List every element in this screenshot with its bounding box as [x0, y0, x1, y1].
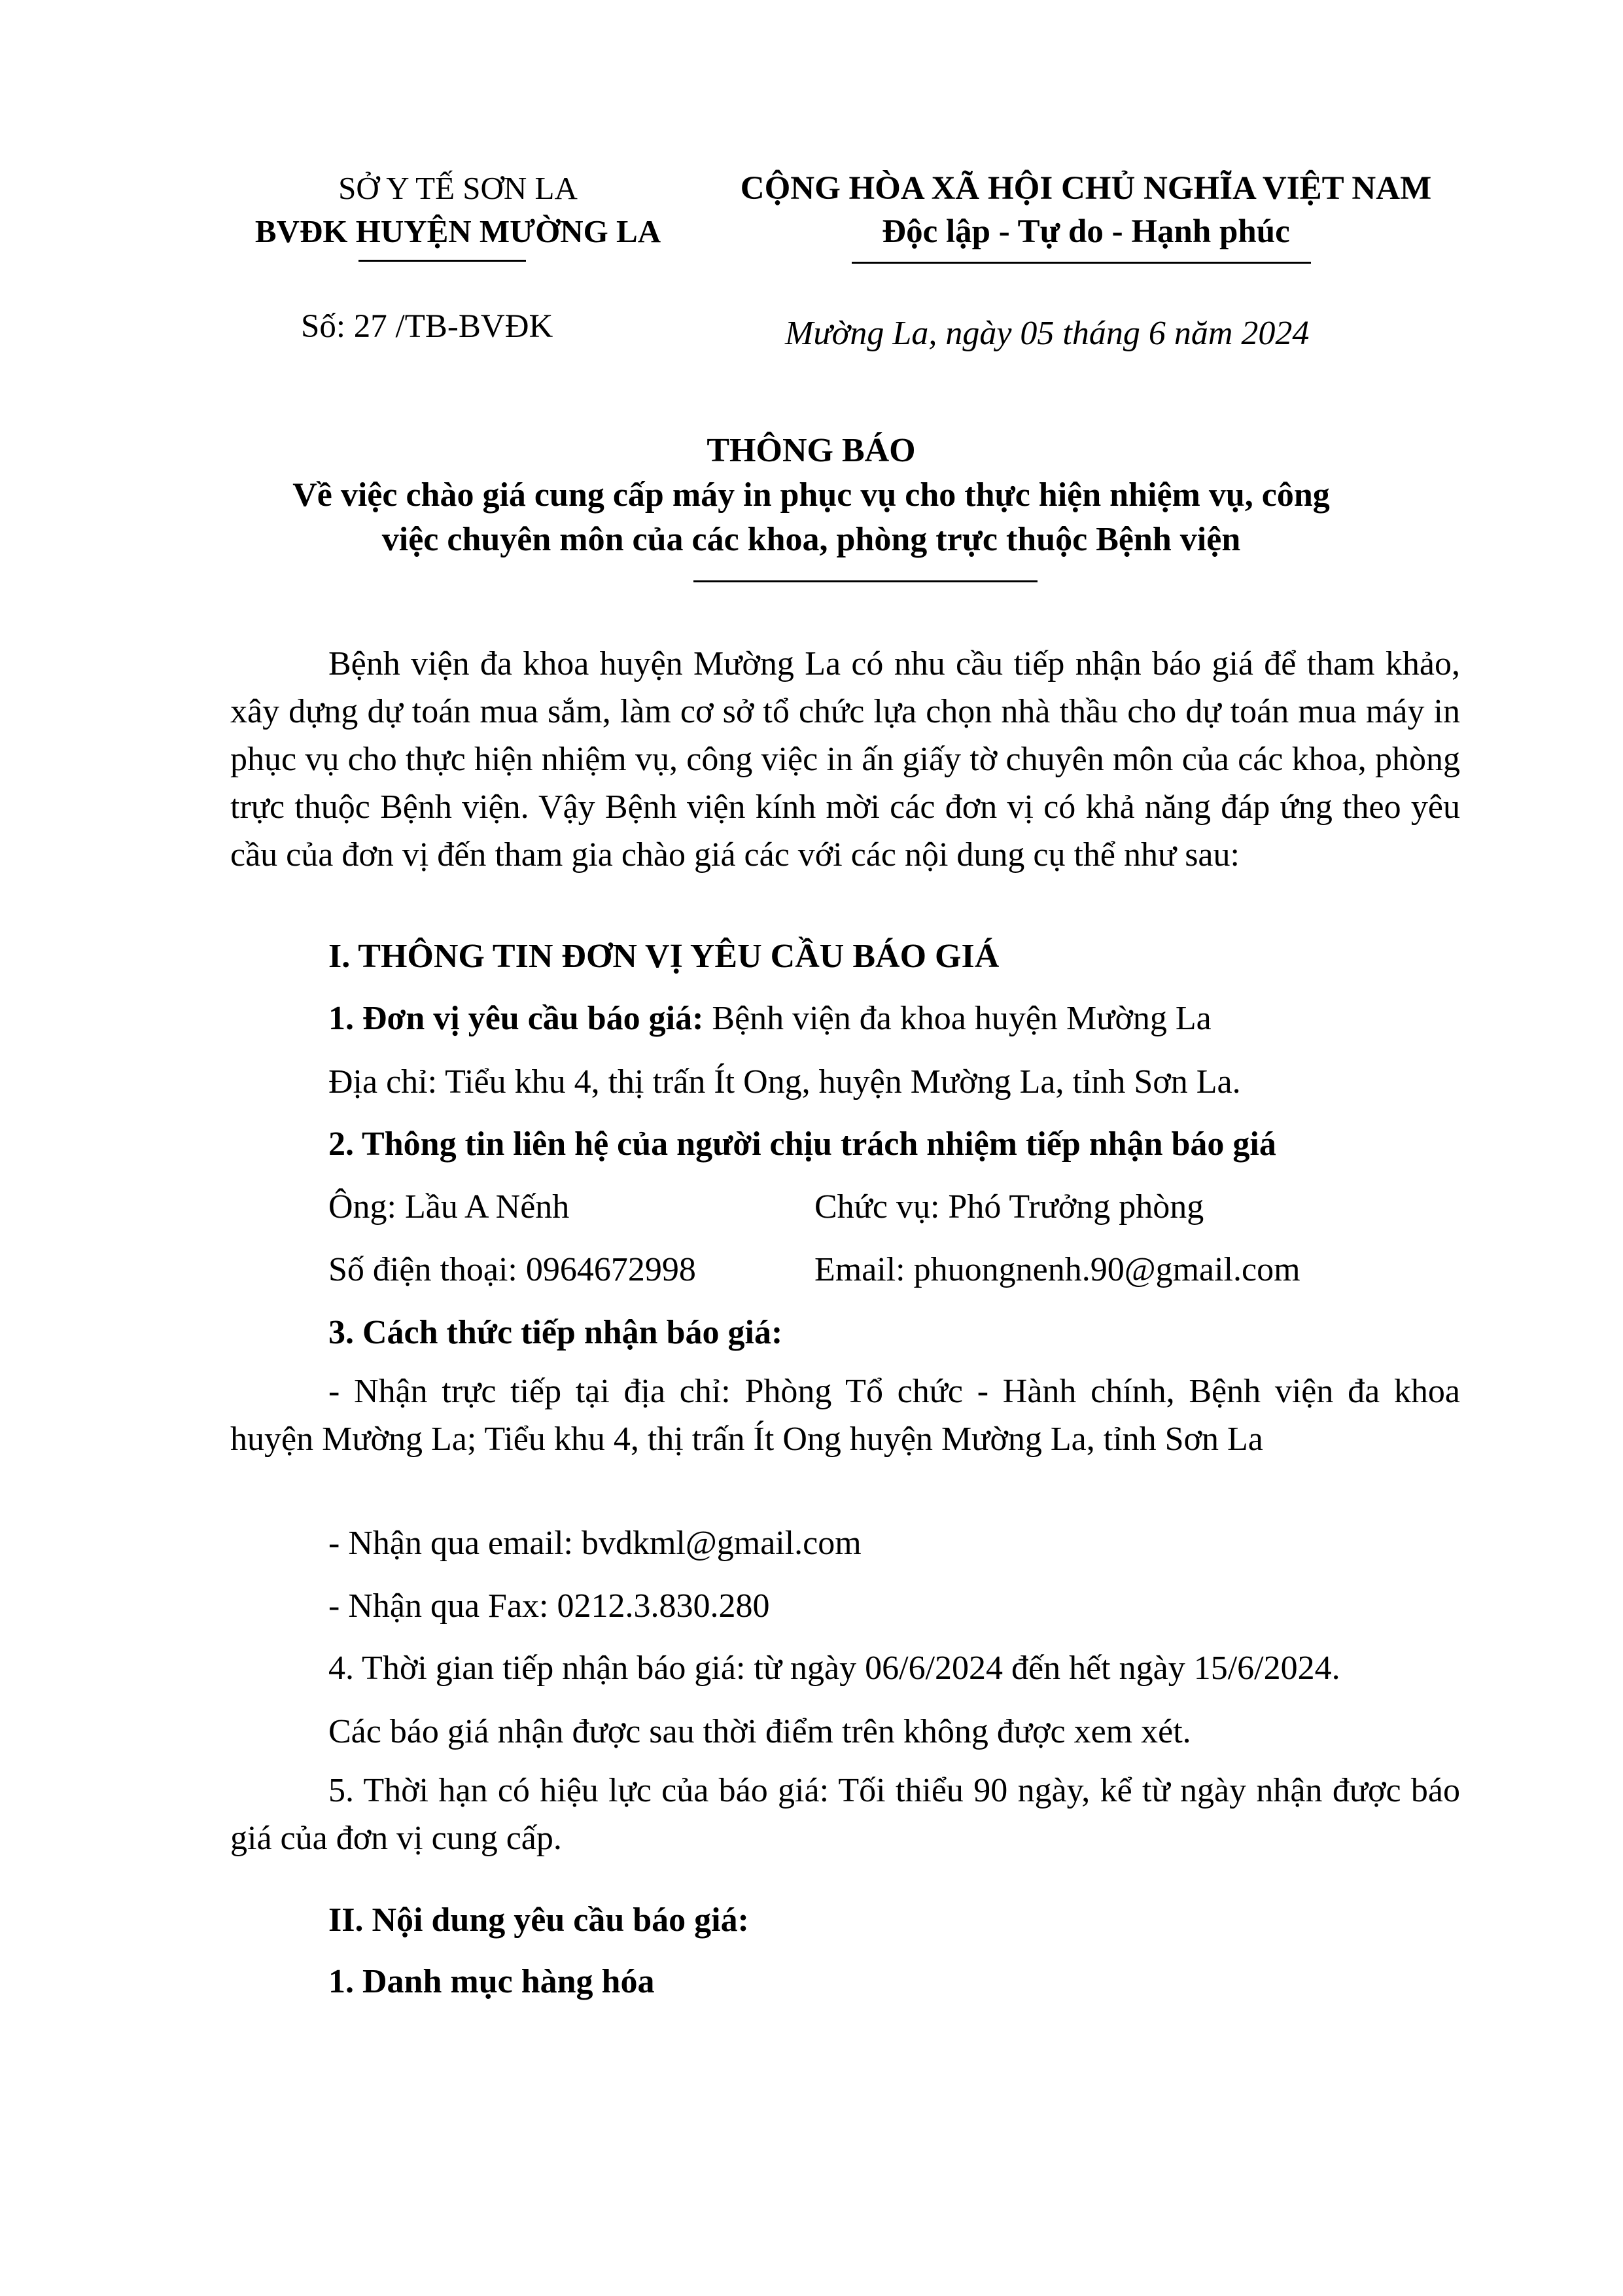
document-title-block	[216, 429, 1406, 562]
receive-fax: - Nhận qua Fax: 0212.3.830.280	[328, 1587, 770, 1625]
intro-paragraph: Bệnh viện đa khoa huyện Mường La có nhu cầu tiếp nhận báo giá để tham khảo, xây dựng dự toán mua sắm, làm cơ sở tổ chức lựa chọn nhà thầu cho dự toán mua máy in phục vụ cho thực hiện nhiệm vụ, công việc in ấn giấy tờ chuyên môn của các khoa, phòng trực thuộc Bệnh viện. Vậy Bệnh viện kính mời các đơn vị có khả năng đáp ứng theo yêu cầu của đơn vị đến tham gia chào giá các với các nội dung cụ thể như sau:	[230, 645, 1460, 874]
receive-period: 4. Thời gian tiếp nhận báo giá: từ ngày 06/6/2024 đến hết ngày 15/6/2024.	[328, 1650, 1340, 1687]
unit-address: Địa chỉ: Tiểu khu 4, thị trấn Ít Ong, huyện Mường La, tỉnh Sơn La.	[328, 1063, 1241, 1101]
receive-period-note: Các báo giá nhận được sau thời điểm trên không được xem xét.	[328, 1713, 1191, 1750]
document-subject-line-2: việc chuyên môn của các khoa, phòng trực thuộc Bệnh viện	[381, 521, 1241, 558]
unit-name: BVĐK HUYỆN MƯỜNG LA	[254, 213, 661, 249]
section-1-heading: I. THÔNG TIN ĐƠN VỊ YÊU CẦU BÁO GIÁ	[328, 938, 1000, 975]
document-number: Số: 27 /TB-BVĐK	[301, 308, 553, 345]
contact-position: Chức vụ: Phó Trưởng phòng	[814, 1188, 1204, 1226]
receive-method-heading: 3. Cách thức tiếp nhận báo giá:	[328, 1314, 783, 1351]
document-date: Mường La, ngày 05 tháng 6 năm 2024	[785, 315, 1310, 352]
agency-name: SỞ Y TẾ SƠN LA	[338, 170, 578, 206]
issuing-agency-block	[222, 167, 693, 253]
document-subject-line-1: Về việc chào giá cung cấp máy in phục vụ cho thực hiện nhiệm vụ, công	[292, 476, 1330, 514]
contact-heading: 2. Thông tin liên hệ của người chịu trách nhiệm tiếp nhận báo giá	[328, 1125, 1276, 1163]
motto-underline	[852, 262, 1311, 264]
title-underline	[693, 580, 1038, 582]
requesting-unit-value: Bệnh viện đa khoa huyện Mường La	[703, 1000, 1212, 1037]
requesting-unit	[328, 995, 1212, 1042]
section-2-heading: II. Nội dung yêu cầu báo giá:	[328, 1901, 749, 1939]
contact-name: Ông: Lầu A Nếnh	[328, 1188, 570, 1226]
national-header-block	[707, 167, 1465, 253]
nation-name: CỘNG HÒA XÃ HỘI CHỦ NGHĨA VIỆT NAM	[740, 170, 1432, 207]
document-heading: THÔNG BÁO	[707, 432, 916, 469]
goods-list-heading: 1. Danh mục hàng hóa	[328, 1963, 655, 2000]
contact-email: Email: phuongnenh.90@gmail.com	[814, 1251, 1300, 1288]
quote-validity: 5. Thời hạn có hiệu lực của báo giá: Tối thiểu 90 ngày, kể từ ngày nhận được báo giá của đơn vị cung cấp.	[230, 1772, 1460, 1857]
contact-phone: Số điện thoại: 0964672998	[328, 1251, 696, 1288]
requesting-unit-label: 1. Đơn vị yêu cầu báo giá:	[328, 1000, 704, 1037]
national-motto: Độc lập - Tự do - Hạnh phúc	[882, 213, 1290, 250]
receive-direct: - Nhận trực tiếp tại địa chỉ: Phòng Tổ chức - Hành chính, Bệnh viện đa khoa huyện Mường La; Tiểu khu 4, thị trấn Ít Ong huyện Mường La, tỉnh Sơn La	[230, 1373, 1460, 1458]
receive-email: - Nhận qua email: bvdkml@gmail.com	[328, 1525, 862, 1562]
unit-underline	[358, 260, 526, 262]
